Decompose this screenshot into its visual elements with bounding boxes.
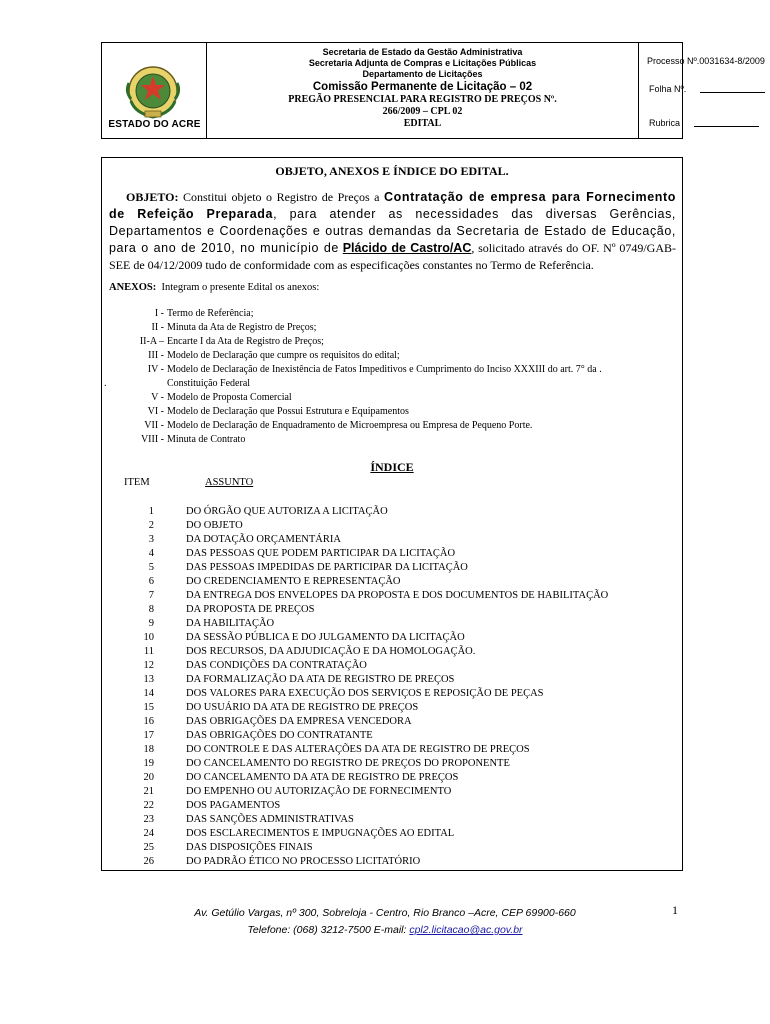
indice-item-number: 5 xyxy=(148,562,154,573)
anexo-text: Modelo de Declaração de Inexistência de Fatos Impeditivos e Cumprimento do Inciso XXXIII do art. 7° da . xyxy=(167,364,602,375)
header-title-cell xyxy=(207,43,639,138)
objeto-text-2: , para atender as necessidades das diversas Gerências, Departamentos e Coordenações e outras demandas da Secretaria de Estado de Educação, para o ano de 2010, no município de xyxy=(109,207,676,255)
anexo-text: Modelo de Declaração que cumpre os requisitos do edital; xyxy=(167,350,400,361)
anexo-text: Constituição Federal xyxy=(167,378,251,389)
indice-item-number: 9 xyxy=(148,618,154,629)
indice-item-number: 25 xyxy=(143,842,154,853)
indice-item-number: 21 xyxy=(143,786,154,797)
anexo-text: Modelo de Declaração que Possui Estrutura e Equipamentos xyxy=(167,406,409,417)
anexo-number: IV - xyxy=(147,364,164,375)
indice-item-subject: DOS PAGAMENTOS xyxy=(186,800,281,811)
indice-item-number: 6 xyxy=(148,576,154,587)
indice-item-number: 7 xyxy=(148,590,154,601)
indice-item-number: 11 xyxy=(143,646,154,657)
objeto-paragraph xyxy=(109,189,676,274)
indice-title: ÍNDICE xyxy=(370,460,414,474)
indice-item-subject: DO PADRÃO ÉTICO NO PROCESSO LICITATÓRIO xyxy=(186,856,421,867)
anexo-number: VII - xyxy=(144,420,164,431)
col-item-header: ITEM xyxy=(124,477,150,488)
anexo-text: Encarte I da Ata de Registro de Preços; xyxy=(167,336,324,347)
commission-line: Comissão Permanente de Licitação – 02 xyxy=(312,81,533,93)
anexo-text: Minuta da Ata de Registro de Preços; xyxy=(167,322,317,333)
indice-item-number: 4 xyxy=(148,548,154,559)
indice-item-number: 16 xyxy=(143,716,154,727)
indice-item-subject: DAS DISPOSIÇÕES FINAIS xyxy=(186,842,313,853)
indice-item-number: 24 xyxy=(143,828,154,839)
anexo-text: Minuta de Contrato xyxy=(167,434,246,445)
processo-number: Processo Nº.0031634-8/2009 xyxy=(647,56,765,66)
indice-item-number: 22 xyxy=(143,800,154,811)
stray-dot: . xyxy=(104,378,107,389)
indice-item-subject: DO CREDENCIAMENTO E REPRESENTAÇÃO xyxy=(186,576,401,587)
objeto-text-3: , solicitado através do OF. Nº 0749/GAB-SEE de 04/12/2009 tudo de conformidade com as especificações constantes no Termo de Referência. xyxy=(109,241,676,272)
secretaria-line: Secretaria de Estado da Gestão Administrativa xyxy=(322,47,523,57)
indice-item-subject: DA ENTREGA DOS ENVELOPES DA PROPOSTA E DOS DOCUMENTOS DE HABILITAÇÃO xyxy=(186,590,609,601)
anexos-label: ANEXOS: xyxy=(109,282,157,293)
acre-coat-of-arms-icon xyxy=(121,61,185,125)
objeto-highlight: Contratação de empresa para Fornecimento de Refeição Preparada xyxy=(109,190,677,221)
section-title: OBJETO, ANEXOS E ÍNDICE DO EDITAL. xyxy=(275,164,509,178)
indice-item-subject: DOS RECURSOS, DA ADJUDICAÇÃO E DA HOMOLOGAÇÃO. xyxy=(186,646,476,657)
rubrica-label: Rubrica xyxy=(649,118,681,128)
indice-item-subject: DA PROPOSTA DE PREÇOS xyxy=(186,604,315,615)
anexos-intro-text: Integram o presente Edital os anexos: xyxy=(161,282,320,293)
indice-item-subject: DO CONTROLE E DAS ALTERAÇÕES DA ATA DE REGISTRO DE PREÇOS xyxy=(186,744,530,755)
document-header xyxy=(101,42,765,139)
indice-item-subject: DO CANCELAMENTO DA ATA DE REGISTRO DE PREÇOS xyxy=(186,772,459,783)
indice-item-number: 20 xyxy=(143,772,154,783)
footer-email-link[interactable]: cpl2.licitacao@ac.gov.br xyxy=(409,924,523,936)
indice-item-number: 8 xyxy=(148,604,154,615)
municipio-name: Plácido de Castro/AC xyxy=(342,241,472,255)
page-footer xyxy=(0,905,770,939)
anexo-number: III - xyxy=(148,350,164,361)
anexo-number: V - xyxy=(151,392,164,403)
indice-item-subject: DAS OBRIGAÇÕES DO CONTRATANTE xyxy=(186,730,373,741)
indice-item-number: 10 xyxy=(143,632,154,643)
anexo-number: II-A – xyxy=(139,336,164,347)
indice-item-number: 14 xyxy=(143,688,154,699)
indice-item-number: 13 xyxy=(143,674,154,685)
indice-item-subject: DO EMPENHO OU AUTORIZAÇÃO DE FORNECIMENTO xyxy=(186,786,452,797)
anexo-text: Modelo de Proposta Comercial xyxy=(167,392,292,403)
edital-line: EDITAL xyxy=(403,118,442,129)
indice-item-number: 1 xyxy=(148,506,154,517)
indice-item-subject: DOS ESCLARECIMENTOS E IMPUGNAÇÕES AO EDITAL xyxy=(186,828,455,839)
indice-item-subject: DO CANCELAMENTO DO REGISTRO DE PREÇOS DO PROPONENTE xyxy=(186,758,510,769)
indice-item-number: 15 xyxy=(143,702,154,713)
indice-item-number: 2 xyxy=(148,520,154,531)
indice-item-number: 23 xyxy=(143,814,154,825)
indice-item-number: 19 xyxy=(143,758,154,769)
anexo-text: Modelo de Declaração de Enquadramento de Microempresa ou Empresa de Pequeno Porte. xyxy=(167,420,533,431)
indice-item-subject: DO ÓRGÃO QUE AUTORIZA A LICITAÇÃO xyxy=(186,506,388,517)
indice-item-number: 12 xyxy=(143,660,154,671)
indice-item-subject: DO OBJETO xyxy=(186,520,243,531)
page-number: 1 xyxy=(672,903,678,917)
indice-item-subject: DOS VALORES PARA EXECUÇÃO DOS SERVIÇOS E REPOSIÇÃO DE PEÇAS xyxy=(186,688,544,699)
rubrica-field xyxy=(649,118,759,128)
objeto-label: OBJETO: xyxy=(126,190,179,204)
indice-item-subject: DAS SANÇÕES ADMINISTRATIVAS xyxy=(186,814,354,825)
estado-label: ESTADO DO ACRE xyxy=(108,119,201,130)
anexo-number: II - xyxy=(151,322,164,333)
folha-field xyxy=(649,84,765,94)
col-assunto-header: ASSUNTO xyxy=(205,477,254,488)
rubrica-blank-line xyxy=(694,126,759,127)
secretaria-adjunta-line: Secretaria Adjunta de Compras e Licitações Públicas xyxy=(308,58,537,68)
indice-item-number: 3 xyxy=(148,534,154,545)
indice-item-number: 26 xyxy=(143,856,154,867)
pregao-line-2: 266/2009 – CPL 02 xyxy=(382,106,463,117)
folha-blank-line xyxy=(700,92,765,93)
anexo-number: VI - xyxy=(147,406,164,417)
header-logo-cell xyxy=(102,43,207,138)
anexo-number: I - xyxy=(154,308,164,319)
anexo-text: Termo de Referência; xyxy=(167,308,254,319)
objeto-text-1: Constitui objeto o Registro de Preços a xyxy=(183,190,380,204)
footer-address: Av. Getúlio Vargas, nº 300, Sobreloja - Centro, Rio Branco –Acre, CEP 69900-660 xyxy=(194,907,576,919)
footer-contact xyxy=(0,922,770,939)
indice-item-subject: DA SESSÃO PÚBLICA E DO JULGAMENTO DA LICITAÇÃO xyxy=(186,632,465,643)
indice-item-number: 17 xyxy=(143,730,154,741)
indice-item-subject: DA DOTAÇÃO ORÇAMENTÁRIA xyxy=(186,534,341,545)
indice-item-subject: DAS PESSOAS IMPEDIDAS DE PARTICIPAR DA LICITAÇÃO xyxy=(186,562,468,573)
indice-item-subject: DAS CONDIÇÕES DA CONTRATAÇÃO xyxy=(186,660,367,671)
folha-label: Folha Nº. xyxy=(649,84,687,94)
indice-item-subject: DAS OBRIGAÇÕES DA EMPRESA VENCEDORA xyxy=(186,716,412,727)
footer-phone: Telefone: (068) 3212-7500 E-mail: xyxy=(247,924,407,936)
indice-item-subject: DA HABILITAÇÃO xyxy=(186,618,275,629)
anexo-number: VIII - xyxy=(140,434,164,445)
header-process-cell xyxy=(639,43,770,138)
indice-item-subject: DO USUÁRIO DA ATA DE REGISTRO DE PREÇOS xyxy=(186,702,419,713)
pregao-line-1: PREGÃO PRESENCIAL PARA REGISTRO DE PREÇOS Nº. xyxy=(288,94,557,105)
departamento-line: Departamento de Licitações xyxy=(362,69,483,79)
indice-item-number: 18 xyxy=(143,744,154,755)
indice-item-subject: DA FORMALIZAÇÃO DA ATA DE REGISTRO DE PREÇOS xyxy=(186,674,455,685)
indice-item-subject: DAS PESSOAS QUE PODEM PARTICIPAR DA LICITAÇÃO xyxy=(186,548,456,559)
edital-content-box xyxy=(101,157,683,871)
anexos-intro xyxy=(109,282,319,293)
